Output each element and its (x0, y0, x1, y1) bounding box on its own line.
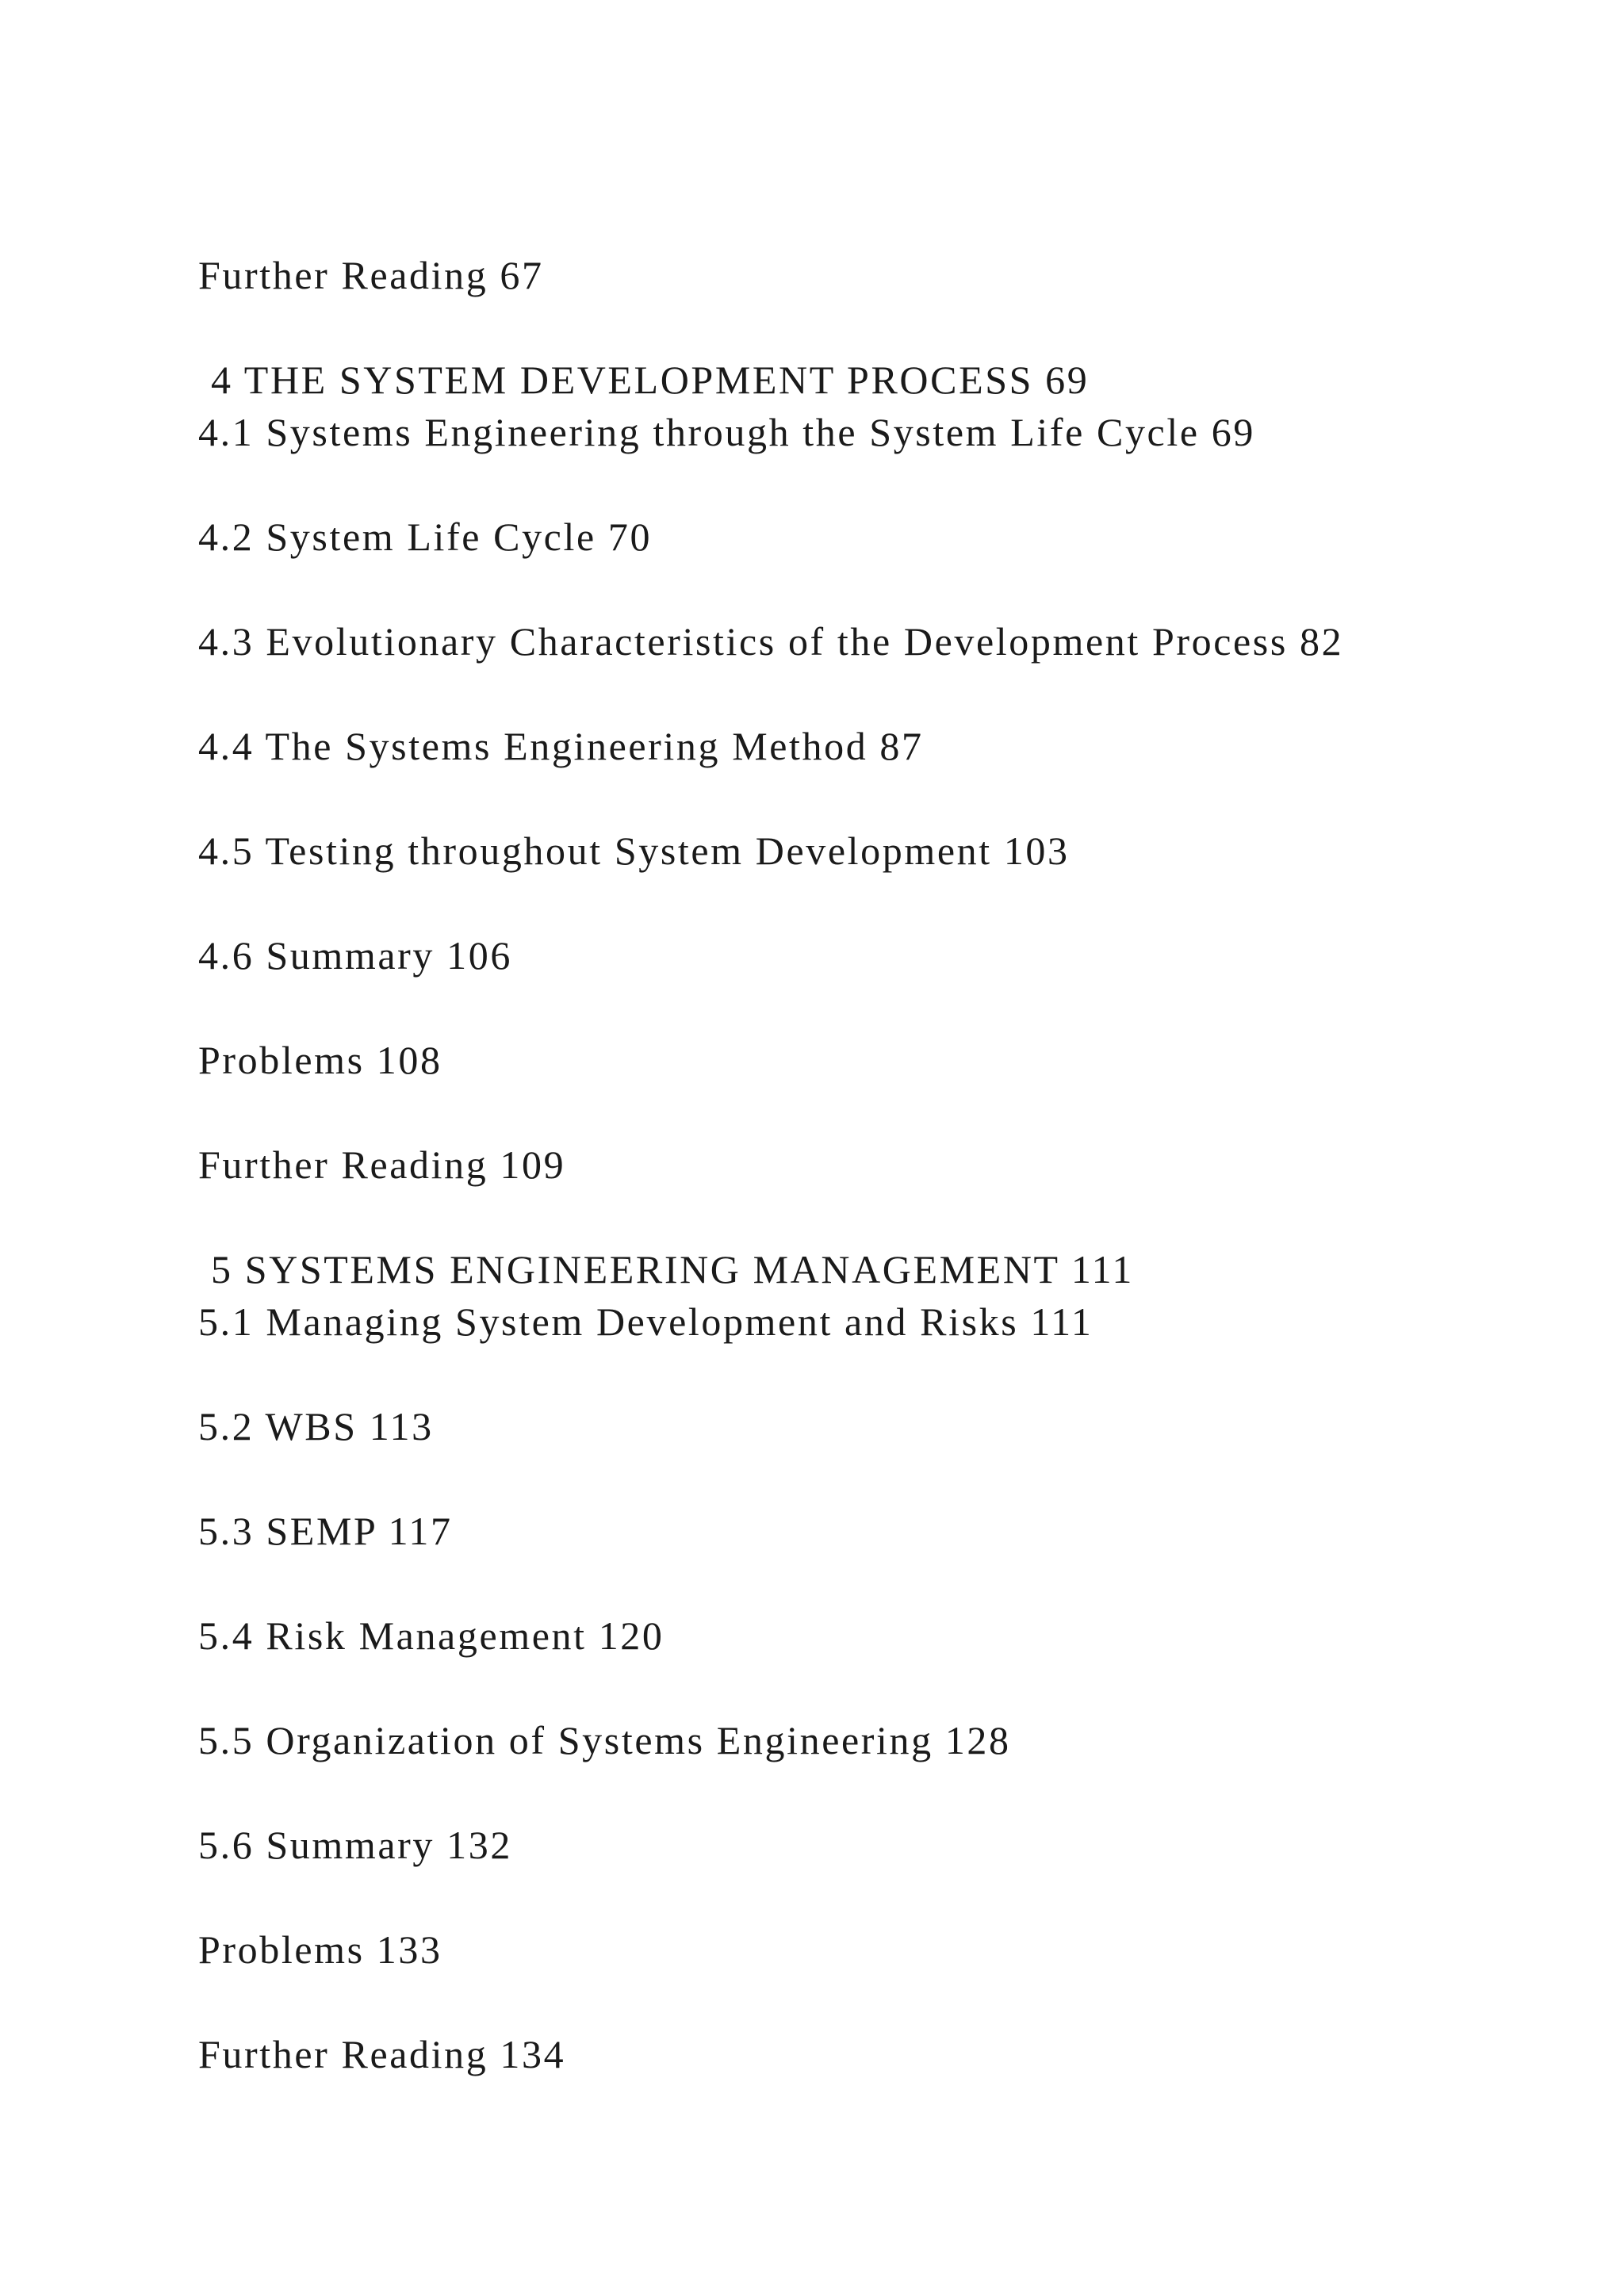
toc-entry-5-1: 5.1 Managing System Development and Risks 111 (198, 1299, 1094, 1344)
toc-entry-problems-133: Problems 133 (198, 1927, 442, 1972)
toc-entry-further-reading-67: Further Reading 67 (198, 253, 544, 297)
toc-chapter-5-heading: 5 SYSTEMS ENGINEERING MANAGEMENT 111 (211, 1247, 1134, 1292)
toc-entry-5-3: 5.3 SEMP 117 (198, 1509, 453, 1553)
toc-entry-problems-108: Problems 108 (198, 1038, 442, 1082)
toc-entry-4-3: 4.3 Evolutionary Characteristics of the Development Process 82 (198, 619, 1344, 664)
toc-entry-further-reading-134: Further Reading 134 (198, 2032, 566, 2076)
toc-entry-4-2: 4.2 System Life Cycle 70 (198, 515, 653, 559)
toc-entry-5-4: 5.4 Risk Management 120 (198, 1613, 665, 1658)
toc-entry-5-2: 5.2 WBS 113 (198, 1404, 434, 1448)
toc-entry-5-5: 5.5 Organization of Systems Engineering 128 (198, 1718, 1011, 1762)
toc-entry-4-6: 4.6 Summary 106 (198, 933, 512, 978)
toc-chapter-4-heading: 4 THE SYSTEM DEVELOPMENT PROCESS 69 (211, 358, 1090, 402)
toc-entry-4-4: 4.4 The Systems Engineering Method 87 (198, 724, 924, 768)
toc-entry-4-5: 4.5 Testing throughout System Development 103 (198, 828, 1070, 873)
toc-entry-5-6: 5.6 Summary 132 (198, 1823, 512, 1867)
toc-entry-4-1: 4.1 Systems Engineering through the System Life Cycle 69 (198, 410, 1255, 454)
toc-entry-further-reading-109: Further Reading 109 (198, 1142, 566, 1187)
